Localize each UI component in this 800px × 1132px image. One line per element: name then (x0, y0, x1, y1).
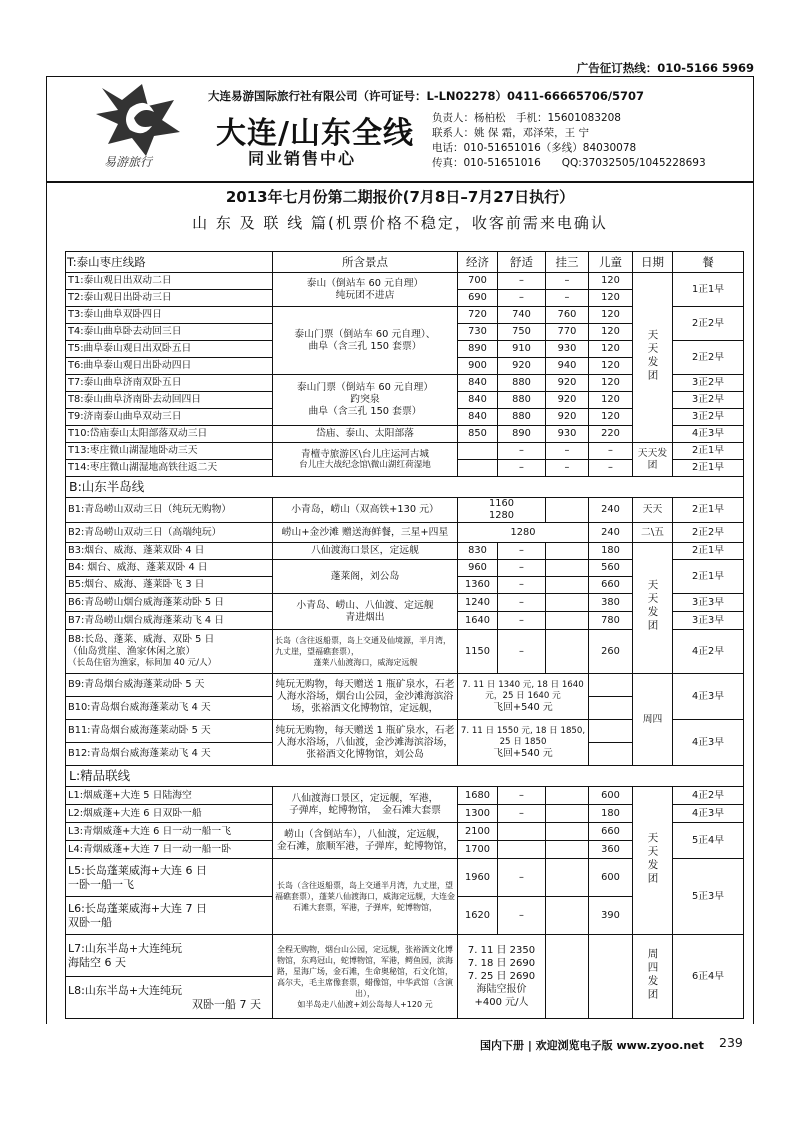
price-economy: 1960 (458, 859, 498, 897)
price-economy: 840 (458, 392, 498, 409)
price-child: 560 (589, 560, 633, 577)
route-spots: 全程无购物，烟台山公园，定远舰，张裕酒文化博物馆，东鸡冠山，蛇博物馆，军港，鳄鱼园，滨海路，星海广场，金石滩，生命奥秘馆，石文化馆，高尔夫，毛主席像套票，蜡像馆，中华武馆（含演出）， 如半岛走八仙渡+刘公岛每人+120 元 (273, 935, 458, 1019)
col-3star: 挂三 (546, 252, 589, 273)
price-economy: 1300 (458, 805, 498, 823)
price-3star: 760 (546, 307, 589, 324)
date-cell: 天天发团 (633, 787, 673, 935)
route-name: B7:青岛崂山烟台威海蓬莱动飞 4 日 (66, 612, 273, 630)
route-spots: 纯玩无购物，每天赠送 1 瓶矿泉水，石老人海水浴场，烟台山公园，金沙滩海滨浴场，张裕酒文化博物馆，定远舰， (273, 674, 458, 720)
meal-cell: 2正1早 (673, 460, 744, 477)
price-comfort: – (498, 560, 546, 577)
price-3star: – (546, 443, 589, 460)
price-comfort: – (498, 543, 546, 560)
price-child: 220 (589, 426, 633, 443)
price-3star: 940 (546, 358, 589, 375)
price-comfort: – (498, 859, 546, 897)
route-name: B3:烟台、威海、蓬莱双卧 4 日 (66, 543, 273, 560)
price-comfort: 880 (498, 409, 546, 426)
route-name: B11:青岛烟台威海蓬莱动卧 5 天 (66, 720, 273, 743)
route-spots: 纯玩无购物，每天赠送 1 瓶矿泉水，石老人海水浴场，八仙渡，金沙滩海滨浴场，张裕酒文化博物馆，刘公岛 (273, 720, 458, 766)
meal-cell: 3正3早 (673, 612, 744, 630)
company-name: 大连易游国际旅行社有限公司（许可证号：L-LN02278）0411-66665706/5707 (208, 89, 645, 103)
price-child: 260 (589, 630, 633, 674)
meal-cell: 2正2早 (673, 307, 744, 341)
price-comfort: – (498, 630, 546, 674)
price-child: 600 (589, 787, 633, 805)
contact-block (432, 111, 706, 171)
route-name: B2:青岛崂山双动三日（高端纯玩） (66, 523, 273, 543)
price-child: 660 (589, 577, 633, 594)
price-economy (458, 460, 498, 477)
price-child: 120 (589, 409, 633, 426)
route-name: B4: 烟台、威海、蓬莱双卧 4 日 (66, 560, 273, 577)
route-name: T1:泰山观日出双动二日 (66, 273, 273, 290)
route-spots: 长岛（含往返船票，岛上交通及仙境源，半月湾，九丈崖，望福礁套票）， 蓬莱八仙渡海口，威海定远舰 (273, 630, 458, 674)
meal-cell: 3正3早 (673, 594, 744, 612)
route-spots: 崂山（含倒站车），八仙渡，定远舰， 金石滩，旅顺军港，子弹库，蛇博物馆， (273, 823, 458, 859)
date-cell: 周四 (633, 674, 673, 766)
price-3star: – (546, 460, 589, 477)
price-cell: 7. 11 日 1550 元, 18 日 1850, 25 日 1850 飞回+540 元 (458, 720, 589, 766)
price-comfort: – (498, 577, 546, 594)
col-child: 儿童 (589, 252, 633, 273)
route-spots: 八仙渡海口景区，定远舰 (273, 543, 458, 560)
price-economy: 1700 (458, 841, 498, 859)
meal-cell: 4正3早 (673, 426, 744, 443)
price-economy: 960 (458, 560, 498, 577)
route-name: L6:长岛蓬莱威海+大连 7 日 双卧一船 (66, 897, 273, 935)
price-economy: 1150 (458, 630, 498, 674)
route-name: T6:曲阜泰山观日出卧动四日 (66, 358, 273, 375)
price-child: 390 (589, 897, 633, 935)
price-3star: 930 (546, 341, 589, 358)
ad-hotline: 广告征订热线：010-5166 5969 (576, 61, 754, 75)
route-spots: 蓬莱阁，刘公岛 (273, 560, 458, 594)
section-row (66, 766, 744, 787)
price-child: 120 (589, 341, 633, 358)
price-economy: 730 (458, 324, 498, 341)
price-child: 120 (589, 375, 633, 392)
route-name: T8:泰山曲阜济南卧去动回四日 (66, 392, 273, 409)
price-comfort: 740 (498, 307, 546, 324)
price-period-title: 2013年七月份第二期报价(7月8日–7月27日执行） (225, 188, 575, 206)
price-comfort: 880 (498, 375, 546, 392)
price-comfort: 890 (498, 426, 546, 443)
meal-cell: 2正2早 (673, 523, 744, 543)
price-economy: 840 (458, 409, 498, 426)
contact-line: 联系人：姚 保 霜，邓泽荣，王 宁 (432, 127, 590, 139)
price-child: 120 (589, 358, 633, 375)
price-economy: 700 (458, 273, 498, 290)
price-child: 240 (589, 523, 633, 543)
meal-cell: 3正2早 (673, 409, 744, 426)
route-name: L8:山东半岛+大连纯玩 双卧一船 7 天 (66, 977, 273, 1019)
col-spots: 所含景点 (273, 252, 458, 273)
price-child: 380 (589, 594, 633, 612)
meal-cell: 6正4早 (673, 935, 744, 1019)
footer-text: 国内下册 | 欢迎浏览电子版 www.zyoo.net (480, 1039, 704, 1052)
route-name: L1:烟威蓬+大连 5 日陆海空 (66, 787, 273, 805)
col-meal: 餐 (673, 252, 744, 273)
price-economy: 1620 (458, 897, 498, 935)
col-comfort: 舒适 (498, 252, 546, 273)
meal-cell: 3正2早 (673, 392, 744, 409)
price-comfort: – (498, 290, 546, 307)
price-3star: – (546, 290, 589, 307)
price-child: 780 (589, 612, 633, 630)
price-child: 120 (589, 392, 633, 409)
section-title: B:山东半岛线 (66, 477, 744, 498)
price-comfort: – (498, 443, 546, 460)
route-spots: 岱庙、泰山、太阳部落 (273, 426, 458, 443)
route-spots: 崂山+金沙滩 赠送海鲜餐，三星+四星 (273, 523, 458, 543)
meal-cell: 4正3早 (673, 805, 744, 823)
table-row (66, 273, 744, 290)
contact-line: 电话：010-51651016（多线）84030078 (432, 142, 637, 154)
meal-cell: 2正1早 (673, 560, 744, 594)
table-row (66, 935, 744, 977)
table-row (66, 787, 744, 805)
meal-cell: 4正3早 (673, 674, 744, 720)
route-name: B8:长岛、蓬莱、威海、双卧 5 日 （仙岛赏崖、渔家休闲之旅） （长岛住宿为渔家，标间加 40 元/人） (66, 630, 273, 674)
route-name: T10:岱庙泰山太阳部落双动三日 (66, 426, 273, 443)
section-title: L:精品联线 (66, 766, 744, 787)
main-title: 大连/山东全线 (216, 116, 414, 151)
route-name: T2:泰山观日出卧动三日 (66, 290, 273, 307)
route-name: L2:烟威蓬+大连 6 日双卧一船 (66, 805, 273, 823)
meal-cell: 4正2早 (673, 630, 744, 674)
route-spots: 小青岛、崂山、八仙渡、定远舰 青进烟出 (273, 594, 458, 630)
section-row (66, 477, 744, 498)
price-comfort: – (498, 273, 546, 290)
price-economy: 720 (458, 307, 498, 324)
route-name: T9:济南泰山曲阜双动三日 (66, 409, 273, 426)
route-name: B5:烟台、威海、蓬莱卧飞 3 日 (66, 577, 273, 594)
table-row (66, 498, 744, 523)
price-economy: 900 (458, 358, 498, 375)
table-row (66, 543, 744, 560)
col-date: 日期 (633, 252, 673, 273)
price-economy: 850 (458, 426, 498, 443)
price-comfort (498, 841, 546, 859)
price-3star: 920 (546, 392, 589, 409)
price-3star: 920 (546, 375, 589, 392)
route-name: T3:泰山曲阜双卧四日 (66, 307, 273, 324)
route-spots: 八仙渡海口景区，定远舰，军港， 子弹库，蛇博物馆， 金石滩大套票 (273, 787, 458, 823)
meal-cell: 4正2早 (673, 787, 744, 805)
header (60, 80, 740, 176)
price-3star: 770 (546, 324, 589, 341)
price-child: 180 (589, 543, 633, 560)
route-name: B12:青岛烟台威海蓬莱动飞 4 天 (66, 743, 273, 766)
route-spots: 长岛（含往返船票，岛上交通半月湾，九丈崖，望福礁套票），蓬莱八仙渡海口，威海定远舰，大连金石滩大套票，军港，子弹库，蛇博物馆， (273, 859, 458, 935)
price-cell: 7. 11 日 1340 元, 18 日 1640 元，25 日 1640 元 飞回+540 元 (458, 674, 589, 720)
date-cell: 天天发团 (633, 543, 673, 674)
meal-cell: 3正2早 (673, 375, 744, 392)
route-name: B9:青岛烟台威海蓬莱动卧 5 天 (66, 674, 273, 697)
route-name: L4:青烟威蓬+大连 7 日一动一船一卧 (66, 841, 273, 859)
price-comfort: – (498, 594, 546, 612)
date-cell: 周四发团 (633, 935, 673, 1019)
price-cell: 1280 (458, 523, 589, 543)
meal-cell: 2正2早 (673, 341, 744, 375)
route-name: T13:枣庄微山湖湿地卧动三天 (66, 443, 273, 460)
contact-line: 传真：010-51651016 QQ:37032505/1045228693 (432, 157, 706, 169)
table-row (66, 674, 744, 697)
price-comfort: 750 (498, 324, 546, 341)
route-spots: 小青岛，崂山（双高铁+130 元） (273, 498, 458, 523)
price-comfort: 910 (498, 341, 546, 358)
sub-title: 同业销售中心 (248, 149, 357, 168)
route-spots: 青檀寺旅游区\台儿庄运河古城 台儿庄大战纪念馆\微山湖红荷湿地 (273, 443, 458, 477)
price-child: – (589, 443, 633, 460)
page-number: 239 (719, 1035, 743, 1050)
section-subtitle: 山 东 及 联 线 篇(机票价格不稳定，收客前需来电确认 (192, 214, 608, 232)
price-economy: 1680 (458, 787, 498, 805)
price-economy: 2100 (458, 823, 498, 841)
price-comfort: – (498, 805, 546, 823)
price-comfort: 920 (498, 358, 546, 375)
price-child: 120 (589, 290, 633, 307)
price-3star: – (546, 273, 589, 290)
price-child: 360 (589, 841, 633, 859)
route-name: L5:长岛蓬莱威海+大连 6 日 一卧一船一飞 (66, 859, 273, 897)
meal-cell: 4正3早 (673, 720, 744, 766)
route-spots: 泰山门票（倒站车 60 元自理）、 曲阜（含三孔 150 套票） (273, 307, 458, 375)
svg-text:易游旅行: 易游旅行 (104, 155, 153, 169)
price-child: 120 (589, 307, 633, 324)
meal-cell: 2正1早 (673, 498, 744, 523)
price-economy: 690 (458, 290, 498, 307)
route-name: T5:曲阜泰山观日出双卧五日 (66, 341, 273, 358)
price-comfort (498, 823, 546, 841)
price-comfort: 880 (498, 392, 546, 409)
price-comfort: – (498, 612, 546, 630)
date-cell: 天天 (633, 498, 673, 523)
route-name: T7:泰山曲阜济南双卧五日 (66, 375, 273, 392)
company-logo (88, 80, 208, 172)
route-name: L7:山东半岛+大连纯玩 海陆空 6 天 (66, 935, 273, 977)
date-cell: 二\五 (633, 523, 673, 543)
meal-cell: 5正4早 (673, 823, 744, 859)
route-name: T14:枣庄微山湖湿地高铁往返二天 (66, 460, 273, 477)
price-child: 180 (589, 805, 633, 823)
price-child: 240 (589, 498, 633, 523)
table-row (66, 443, 744, 460)
route-name: B1:青岛崂山双动三日（纯玩无购物） (66, 498, 273, 523)
route-name: L3:青烟威蓬+大连 6 日一动一船一飞 (66, 823, 273, 841)
price-cell: 11601280 (458, 498, 546, 523)
route-name: B6:青岛崂山烟台威海蓬莱动卧 5 日 (66, 594, 273, 612)
price-economy: 830 (458, 543, 498, 560)
price-child: 120 (589, 273, 633, 290)
meal-cell: 2正1早 (673, 443, 744, 460)
route-spots: 泰山门票（倒站车 60 元自理） 趵突泉 曲阜（含三孔 150 套票） (273, 375, 458, 426)
price-economy: 890 (458, 341, 498, 358)
meal-cell: 5正3早 (673, 859, 744, 935)
top-rule (46, 76, 754, 77)
price-child: – (589, 460, 633, 477)
meal-cell: 1正1早 (673, 273, 744, 307)
price-child: 600 (589, 859, 633, 897)
price-child: 120 (589, 324, 633, 341)
route-spots: 泰山（倒站车 60 元自理） 纯玩团不进店 (273, 273, 458, 307)
price-comfort: – (498, 897, 546, 935)
price-economy: 1360 (458, 577, 498, 594)
price-table (65, 251, 744, 1019)
route-name: B10:青岛烟台威海蓬莱动飞 4 天 (66, 697, 273, 720)
date-cell: 天天发团 (633, 443, 673, 477)
price-economy: 1640 (458, 612, 498, 630)
header-separator (46, 181, 754, 183)
route-name: T4:泰山曲阜卧去动回三日 (66, 324, 273, 341)
date-cell: 天天发团 (633, 273, 673, 443)
meal-cell: 2正1早 (673, 543, 744, 560)
price-cell: 7. 11 日 2350 7. 18 日 2690 7. 25 日 2690 海陆空报价 +400 元/人 (458, 935, 546, 1019)
table-header (66, 252, 744, 273)
price-3star: 920 (546, 409, 589, 426)
price-economy: 840 (458, 375, 498, 392)
price-economy: 1240 (458, 594, 498, 612)
price-child: 660 (589, 823, 633, 841)
price-comfort: – (498, 460, 546, 477)
col-route: T:泰山枣庄线路 (66, 252, 273, 273)
price-economy (458, 443, 498, 460)
col-economy: 经济 (458, 252, 498, 273)
price-3star: 930 (546, 426, 589, 443)
contact-line: 负责人：杨柏松 手机：15601083208 (432, 112, 621, 124)
table-row (66, 523, 744, 543)
price-comfort: – (498, 787, 546, 805)
